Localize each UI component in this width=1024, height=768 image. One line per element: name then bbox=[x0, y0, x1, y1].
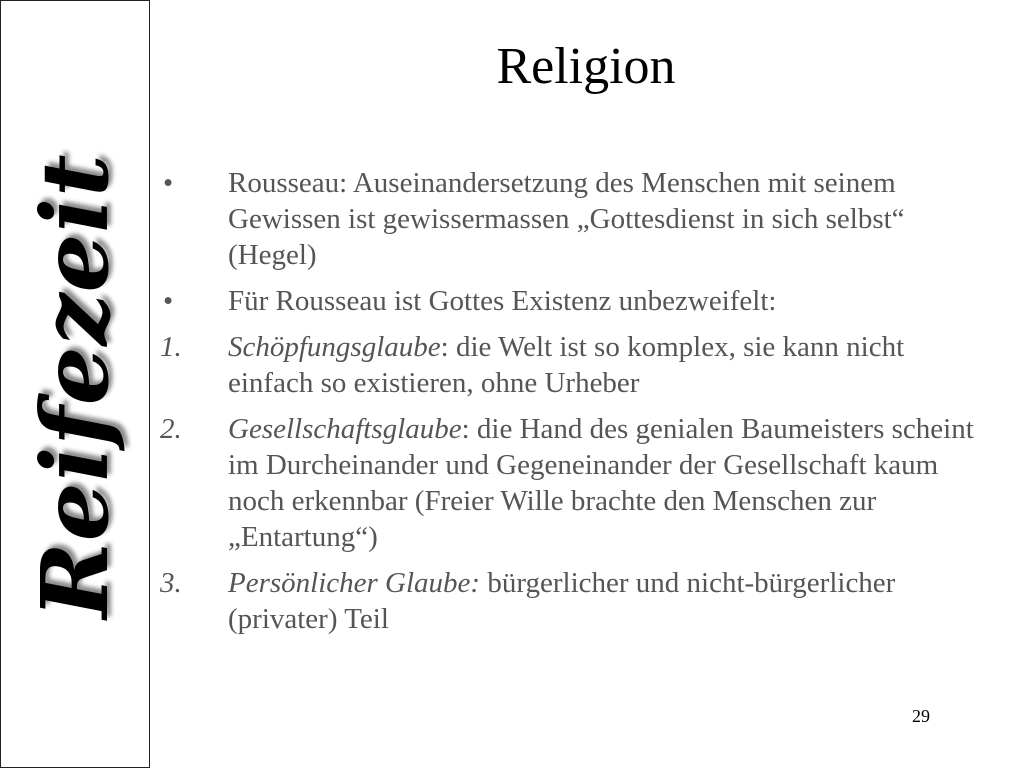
item-emphasis: Schöpfungsglaube bbox=[228, 331, 441, 363]
bullet-marker: • bbox=[163, 285, 174, 317]
list-item bbox=[160, 283, 980, 319]
item-text: : die Welt ist so komplex, sie kann nicht einfach so existieren, ohne Urheber bbox=[228, 331, 905, 399]
item-text: Für Rousseau ist Gottes Existenz unbezweifelt: bbox=[228, 285, 777, 317]
slide-title: Religion bbox=[496, 38, 676, 95]
item-text: Rousseau: Auseinandersetzung des Menschen mit seinem Gewissen ist gewissermassen „Gottesdienst in sich selbst“ (Hegel) bbox=[228, 167, 905, 271]
sidebar-title: Reifezeit bbox=[21, 153, 129, 619]
sidebar-panel bbox=[0, 0, 150, 768]
bullet-marker: • bbox=[163, 167, 174, 199]
bullet-list bbox=[160, 165, 980, 647]
list-item bbox=[160, 411, 980, 555]
item-emphasis: Persönlicher Glaube: bbox=[228, 567, 481, 599]
item-text: bürgerlicher und nicht-bürgerlicher (privater) Teil bbox=[228, 567, 896, 635]
list-item bbox=[160, 165, 980, 273]
list-item bbox=[160, 565, 980, 637]
item-text: : die Hand des genialen Baumeisters scheint im Durcheinander und Gegeneinander der Gesellschaft kaum noch erkennbar (Freier Wille brachte den Menschen zur „Entartung“) bbox=[228, 413, 974, 553]
number-marker: 2. bbox=[160, 413, 182, 445]
list-item bbox=[160, 329, 980, 401]
page-number: 29 bbox=[912, 706, 930, 726]
number-marker: 3. bbox=[160, 567, 182, 599]
number-marker: 1. bbox=[160, 331, 182, 363]
item-emphasis: Gesellschaftsglaube bbox=[228, 413, 462, 445]
